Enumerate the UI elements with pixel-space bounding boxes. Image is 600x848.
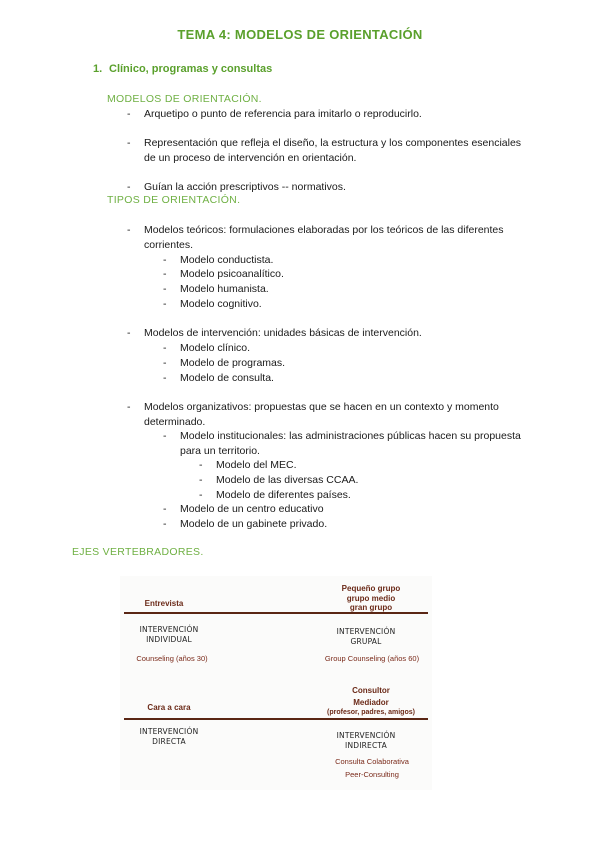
section-label: Clínico, programas y consultas — [109, 63, 273, 75]
diagram-rule — [124, 612, 428, 614]
diagram-counseling: Counseling (años 30) — [136, 654, 208, 663]
text-line: INTERVENCIÓN — [139, 625, 199, 634]
head-line: gran grupo — [349, 603, 393, 612]
item-text: Modelo de un centro educativo — [180, 503, 324, 515]
diagram-head-grupo — [316, 584, 426, 613]
diagram-consulta-colaborativa: Consulta Colaborativa — [335, 757, 409, 766]
item-text: Arquetipo o punto de referencia para imitarlo o reproducirlo. — [144, 108, 422, 120]
bullet-dash: - — [163, 268, 167, 280]
head-line: Pequeño grupo — [341, 584, 401, 593]
bullet-dash: - — [163, 503, 167, 515]
bullet-dash: - — [163, 254, 167, 266]
diagram-directa — [124, 727, 214, 747]
item-text: Modelos organizativos: propuestas que se hacen en un contexto y momento determinado. — [144, 401, 499, 428]
diagram-head-mediador-detail: (profesor, padres, amigos) — [327, 709, 415, 716]
diagram-individual — [124, 625, 214, 645]
tipos-label: TIPOS DE ORIENTACIÓN. — [107, 194, 241, 206]
diagram-grupal — [316, 627, 416, 647]
diagram-head-consultor: Consultor — [352, 686, 390, 695]
bullet-dash: - — [163, 357, 167, 369]
item-text: Modelo de programas. — [180, 357, 286, 369]
text-line: INTERVENCIÓN — [139, 727, 199, 736]
item-text: Guían la acción prescriptivos -- normativos. — [144, 181, 346, 193]
item-text: Modelo humanista. — [180, 283, 269, 295]
bullet-dash: - — [127, 108, 131, 120]
item-text: Modelo cognitivo. — [180, 298, 262, 310]
item-text: Modelo conductista. — [180, 254, 274, 266]
bullet-dash: - — [163, 283, 167, 295]
head-line: grupo medio — [346, 593, 396, 603]
diagram-head-mediador: Mediador — [353, 698, 389, 707]
bullet-dash: - — [163, 518, 167, 530]
diagram-group-counseling: Group Counseling (años 60) — [324, 654, 420, 663]
bullet-dash: - — [199, 459, 203, 471]
bullet-dash: - — [199, 474, 203, 486]
text-line: INDIVIDUAL — [146, 635, 192, 644]
bullet-dash: - — [163, 372, 167, 384]
item-text: Representación que refleja el diseño, la estructura y los componentes esenciales de un proceso de intervención en orientación. — [144, 137, 522, 164]
ejes-diagram — [120, 576, 432, 790]
text-line: GRUPAL — [350, 637, 382, 646]
item-text: Modelos teóricos: formulaciones elaboradas por los teóricos de las diferentes corrientes. — [144, 224, 504, 251]
page-title: TEMA 4: MODELOS DE ORIENTACIÓN — [177, 27, 423, 42]
item-text: Modelo de diferentes países. — [216, 489, 351, 501]
item-text: Modelo de consulta. — [180, 372, 274, 384]
bullet-dash: - — [163, 430, 167, 442]
item-text: Modelo de las diversas CCAA. — [216, 474, 359, 486]
item-text: Modelos de intervención: unidades básicas de intervención. — [144, 327, 422, 339]
item-text: Modelo clínico. — [180, 342, 251, 354]
bullet-dash: - — [199, 489, 203, 501]
bullet-dash: - — [127, 224, 131, 236]
diagram-head-cara: Cara a cara — [147, 703, 191, 712]
section-heading — [93, 63, 272, 75]
item-text: Modelo psicoanalítico. — [180, 268, 284, 280]
diagram-head-entrevista: Entrevista — [144, 599, 184, 608]
item-text: Modelo de un gabinete privado. — [180, 518, 328, 530]
bullet-dash: - — [127, 137, 131, 149]
text-line: DIRECTA — [152, 737, 186, 746]
item-text: Modelo institucionales: las administraciones públicas hacen su propuesta para un territorio. — [180, 430, 521, 457]
bullet-dash: - — [163, 342, 167, 354]
text-line: INDIRECTA — [345, 741, 387, 750]
diagram-indirecta — [316, 731, 416, 751]
modelos-label: MODELOS DE ORIENTACIÓN. — [107, 93, 262, 105]
diagram-peer-consulting: Peer-Consulting — [345, 770, 399, 779]
section-number: 1. — [93, 63, 103, 75]
text-line: INTERVENCIÓN — [336, 731, 396, 740]
ejes-label: EJES VERTEBRADORES. — [72, 546, 204, 558]
bullet-dash: - — [127, 401, 131, 413]
bullet-dash: - — [163, 298, 167, 310]
text-line: INTERVENCIÓN — [336, 627, 396, 636]
diagram-rule — [124, 718, 428, 720]
bullet-dash: - — [127, 181, 131, 193]
bullet-dash: - — [127, 327, 131, 339]
item-text: Modelo del MEC. — [216, 459, 297, 471]
